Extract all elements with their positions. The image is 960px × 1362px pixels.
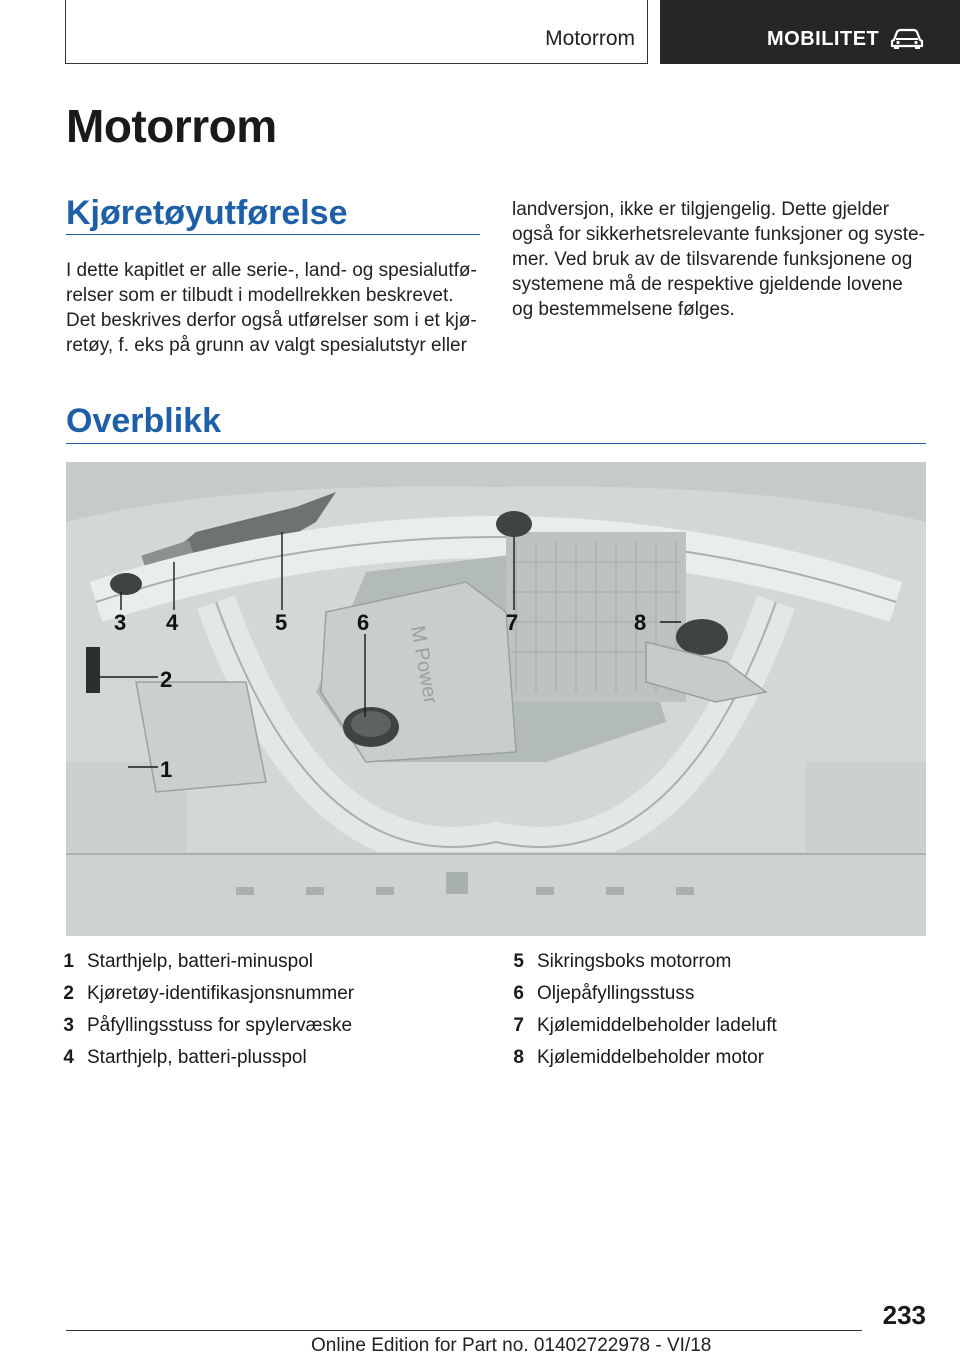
page-title: Motorrom (66, 100, 277, 152)
engine-bay-illustration (66, 462, 926, 936)
text-line: I dette kapitlet er alle serie-, land- og spesialutfø- (66, 260, 477, 281)
legend-text: Kjølemiddelbeholder ladeluft (537, 1015, 777, 1036)
legend-text: Oljepåfyllingsstuss (537, 983, 695, 1004)
section-rule (66, 443, 926, 444)
section-rule (66, 234, 480, 235)
legend-number: 8 (513, 1047, 524, 1068)
footer-rule (66, 1330, 862, 1331)
callout-1: 1 (160, 757, 173, 782)
footer-edition-text: Online Edition for Part no. 01402722978 - VI/18 (311, 1335, 712, 1356)
running-header-section (65, 0, 648, 64)
intro-paragraph-left (66, 258, 477, 358)
legend-text: Starthjelp, batteri-plusspol (87, 1047, 307, 1068)
callout-3: 3 (114, 610, 127, 635)
callout-8: 8 (634, 610, 647, 635)
text-line: retøy, f. eks på grunn av valgt spesialutstyr eller (66, 335, 467, 356)
callout-5: 5 (275, 610, 288, 635)
text-line: systemene må de respektive gjeldende lovene (512, 274, 903, 295)
page-number: 233 (882, 1300, 926, 1330)
text-line: landversjon, ikke er tilgjengelig. Dette gjelder (512, 199, 890, 220)
header-section-title: Motorrom (545, 27, 635, 50)
legend-text: Starthjelp, batteri-minuspol (87, 951, 313, 972)
engine-cover-label: M Power (406, 624, 442, 706)
legend-number: 3 (63, 1015, 74, 1036)
section-heading-vehicle-version: Kjøretøyutførelse (66, 194, 348, 232)
callout-2: 2 (160, 667, 173, 692)
legend-number: 4 (63, 1047, 74, 1068)
legend-text: Sikringsboks motorrom (537, 951, 732, 972)
legend-number: 7 (513, 1015, 524, 1036)
legend-text: Kjøretøy-identifikasjonsnummer (87, 983, 355, 1004)
callout-6: 6 (357, 610, 370, 635)
legend-text: Påfyllingsstuss for spylervæske (87, 1015, 353, 1036)
legend-number: 5 (513, 951, 524, 972)
header-chapter-title: MOBILITET (767, 28, 880, 50)
legend-number: 2 (63, 983, 74, 1004)
section-heading-overview: Overblikk (66, 402, 221, 440)
intro-paragraph-right (512, 197, 925, 322)
callout-7: 7 (506, 610, 519, 635)
legend-number: 1 (63, 951, 74, 972)
legend-text: Kjølemiddelbeholder motor (537, 1047, 765, 1068)
callout-4: 4 (166, 610, 179, 635)
text-line: mer. Ved bruk av de tilsvarende funksjonene og (512, 249, 913, 270)
car-icon (890, 27, 924, 49)
text-line: og bestemmelsene følges. (512, 299, 735, 320)
legend-number: 6 (513, 983, 524, 1004)
text-line: også for sikkerhetsrelevante funksjoner og syste- (512, 224, 925, 245)
running-header-chapter (660, 0, 960, 64)
text-line: Det beskrives derfor også utførelser som i et kjø- (66, 310, 477, 331)
text-line: relser som er tilbudt i modellrekken beskrevet. (66, 285, 454, 306)
